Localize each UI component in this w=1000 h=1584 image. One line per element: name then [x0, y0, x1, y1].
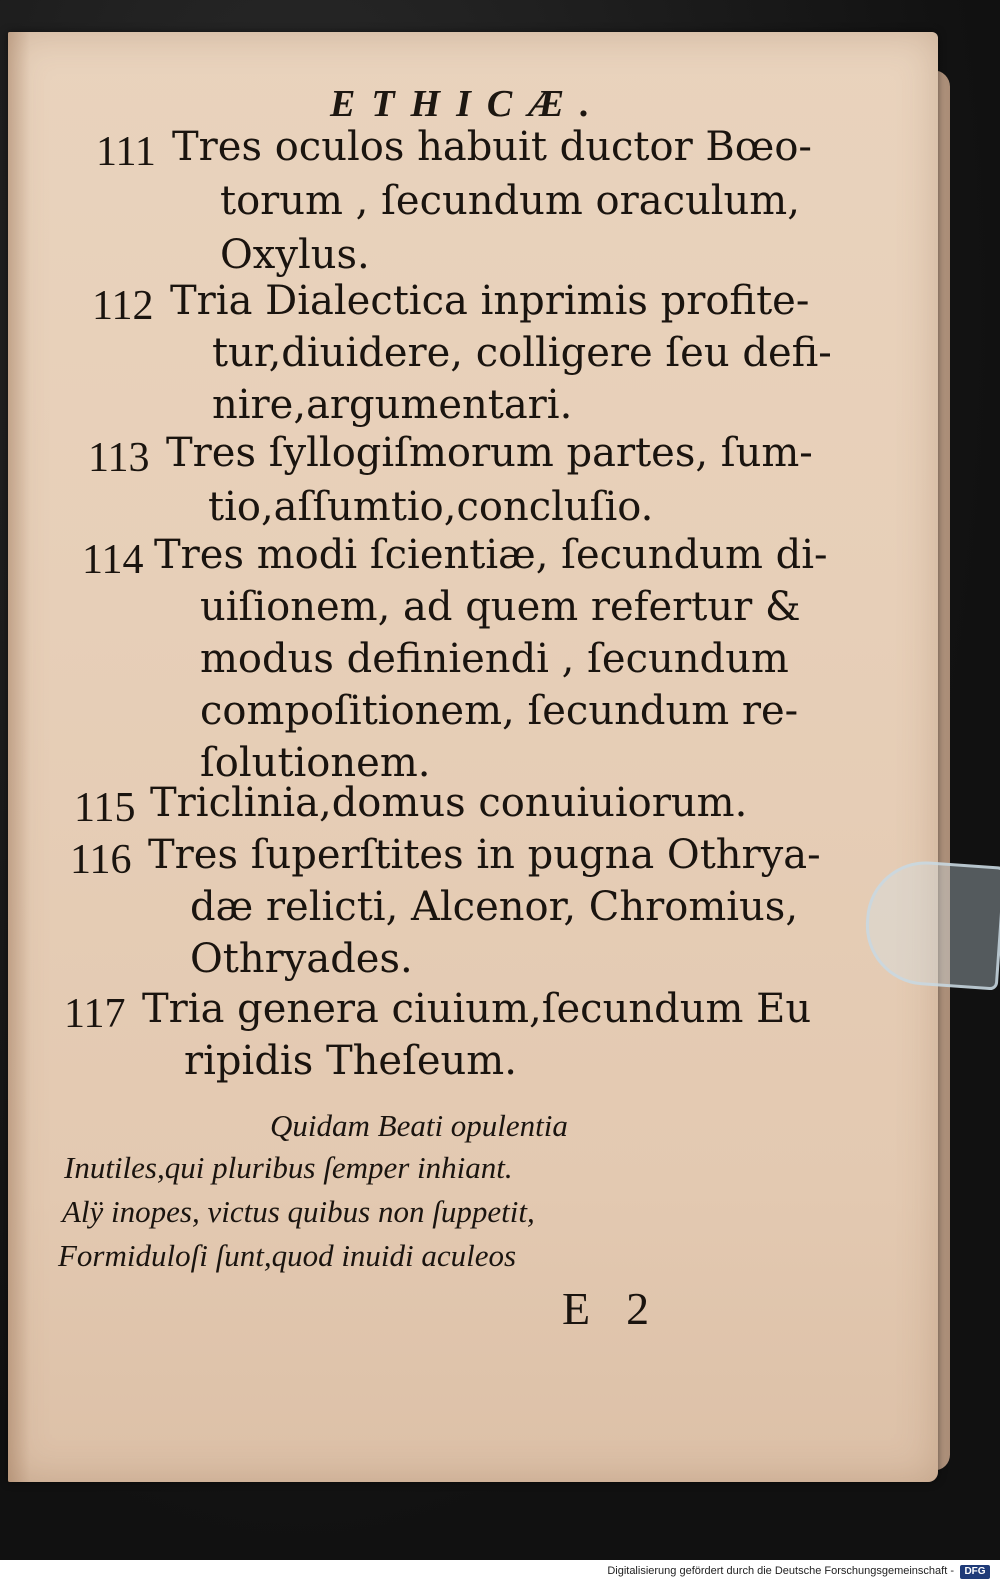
entry-line: ripidis Theſeum. — [184, 1038, 517, 1084]
entry-line: tio,aſſumtio,concluſio. — [208, 484, 654, 530]
entry-number: 111 — [96, 129, 156, 175]
entry-number: 114 — [82, 537, 144, 583]
entry-line: nire,argumentari. — [212, 382, 573, 428]
entry-number: 115 — [74, 785, 136, 831]
entry-line: tur,diuidere, colligere ſeu defi- — [212, 330, 832, 376]
entry-line: Triclinia,domus conuiuiorum. — [150, 780, 748, 826]
entry-line: ſolutionem. — [200, 740, 431, 786]
entry-line: modus definiendi , ſecundum — [200, 636, 789, 682]
running-head: ETHICÆ. — [330, 83, 606, 125]
entry-line: Tria Dialectica inprimis profite- — [170, 278, 810, 324]
entry-line: Tres oculos habuit ductor Bœo- — [172, 124, 812, 170]
entry-line: Tres ſyllogiſmorum partes, ſum- — [166, 430, 813, 476]
entry-line: Tres ſuperſtites in pugna Othrya- — [148, 832, 821, 878]
entry-number: 113 — [88, 435, 150, 481]
entry-line: Oxylus. — [220, 232, 370, 278]
entry-number: 116 — [70, 837, 132, 883]
entry-line: torum , ſecundum oraculum, — [220, 178, 800, 224]
entry-line: uiſionem, ad quem refertur & — [200, 584, 801, 630]
entry-number: 112 — [92, 283, 154, 329]
dfg-logo: DFG — [960, 1565, 990, 1579]
signature-letter: E — [562, 1283, 593, 1334]
entry-line: Othryades. — [190, 936, 413, 982]
entry-line: Tria genera ciuium,ſecundum Eu — [142, 986, 812, 1032]
entry-number: 117 — [64, 991, 126, 1037]
verse-line: Inutiles,qui pluribus ſemper inhiant. — [64, 1150, 513, 1185]
verse-line: Quidam Beati opulentia — [270, 1108, 568, 1143]
signature-mark — [562, 1282, 685, 1335]
verse-line: Formiduloſi ſunt,quod inuidi aculeos — [58, 1238, 517, 1273]
footer-credit: Digitalisierung gefördert durch die Deutsche Forschungsgemeinschaft - — [607, 1565, 954, 1577]
entry-line: Tres modi ſcientiæ, ſecundum di- — [154, 532, 828, 578]
verse-line: Alÿ inopes, victus quibus non ſuppetit, — [62, 1194, 535, 1229]
digitization-footer — [0, 1560, 1000, 1584]
entry-line: dæ relicti, Alcenor, Chromius, — [190, 884, 799, 930]
entry-line: compoſitionem, ſecundum re- — [200, 688, 799, 734]
signature-number: 2 — [626, 1283, 652, 1334]
